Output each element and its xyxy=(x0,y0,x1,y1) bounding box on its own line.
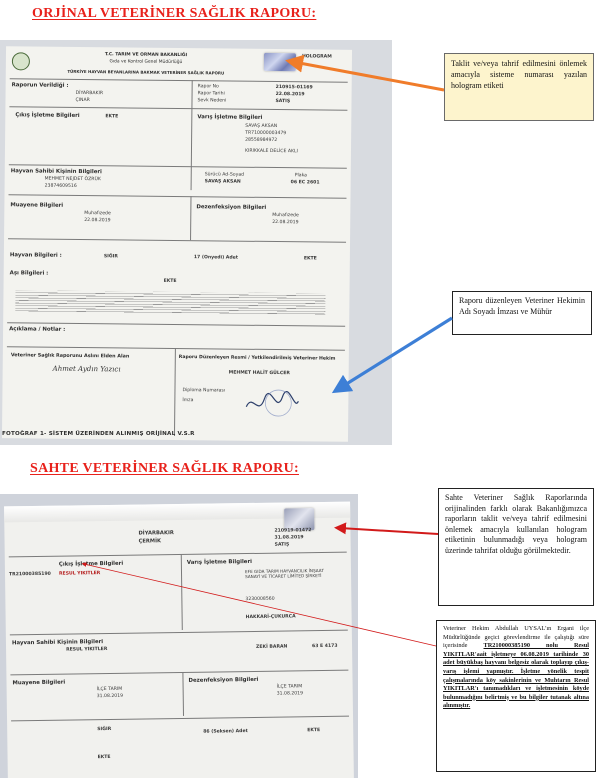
ministry-name: T.C. TARIM VE ORMAN BAKANLIĞI xyxy=(104,52,188,59)
investigation-note-part1: Veteriner Hekim Abdullah UYSAL'ın Ergani ilçe Müdürlüğünde geçici görevlendirme ile çalıştığı süre içerisinde xyxy=(443,625,589,650)
arrival-tax: 28558984972 xyxy=(245,137,278,144)
arrival-label: Varış İşletme Bilgileri xyxy=(197,114,263,121)
fake-arrival-label: Varış İşletme Bilgileri xyxy=(186,558,252,566)
signature-label: İmza xyxy=(182,398,194,404)
fake-owner-name: RESUL YIKITLER xyxy=(66,647,108,653)
fake-species: SIĞIR xyxy=(97,726,112,733)
fake-hologram-note-text: Sahte Veteriner Sağlık Raporlarında orijinalinden farklı olarak Bakanlığımızca raporların taklit ve/veya tahrif edilmesini önlemek amacıyla kullanılan hologram etiketinin bulunmadığı veya hologram üzerinde tahrifat olduğu görülmektedir. xyxy=(445,493,587,555)
fake-vaccine: EKTE xyxy=(97,754,111,761)
arrival-no: TR710000003479 xyxy=(245,130,287,137)
fake-district: ÇERMİK xyxy=(138,538,162,545)
vet-signature-arrow xyxy=(340,318,452,388)
vet-signature-note-text: Raporu düzenleyen Veteriner Hekimin Adı Soyadı İmzası ve Mühür xyxy=(459,296,585,316)
driver-name: SAVAŞ AKSAN xyxy=(204,179,241,185)
owner-label: Hayvan Sahibi Kişinin Bilgileri xyxy=(10,168,102,176)
form-title: TÜRKİYE HAYVAN BEYANLARINA BAKMAK VETERİNER SAĞLIK RAPORU xyxy=(67,68,225,76)
fake-section-title: SAHTE VETERİNER SAĞLIK RAPORU: xyxy=(30,461,299,476)
inspection-label: Muayene Bilgileri xyxy=(10,202,64,209)
arrival-name: SAVAŞ AKSAN xyxy=(245,123,278,130)
fake-exit-no: TR21000385190 xyxy=(8,571,51,578)
vaccine-label: Aşı Bilgileri : xyxy=(9,270,49,277)
fake-plate: 63 E 4173 xyxy=(312,643,338,650)
fake-province: DİYARBAKIR xyxy=(138,530,174,537)
disinfection-date: 22.08.2019 xyxy=(272,219,299,226)
issuing-vet-label: Raporu Düzenleyen Resmi / Yetkilendirilmiş Veteriner Hekim xyxy=(178,355,336,362)
owner-name: MEHMET NEJDET ÖZRÜK xyxy=(44,176,101,183)
hologram-label: HOLOGRAM xyxy=(301,54,332,60)
province-value: DİYARBAKIR xyxy=(75,90,104,97)
investigation-arrow xyxy=(84,564,436,646)
plate-value: 06 EC 2601 xyxy=(290,180,320,186)
animal-label: Hayvan Bilgileri : xyxy=(9,252,62,259)
disinfection-place: Muhafızede xyxy=(272,212,299,219)
fake-exit-name: RESUL YIKITLER xyxy=(58,571,101,577)
plate-label: Plaka xyxy=(294,173,308,179)
sale-label: Sevk Nedeni xyxy=(197,98,227,104)
disinfection-label: Dezenfeksiyon Bilgileri xyxy=(196,204,267,211)
fake-disinfection-date: 31.08.2019 xyxy=(276,691,304,697)
fake-owner-label: Hayvan Sahibi Kişinin Bilgileri xyxy=(11,639,104,647)
report-no-value: 210915-01169 xyxy=(275,85,313,91)
notes-label: Açıklama / Notlar : xyxy=(9,326,66,333)
report-date-value: 22.08.2019 xyxy=(275,92,305,98)
investigation-note-part2: TR210000385190 nolu Resul YIKITLAR'aait işletmeye 06.08.2019 tarihinde 30 adet büyükbaş hayvanı belgesiz olarak toplayıp çıkış-varış işlemi yapmıştır. İşletme yönelik tespit çalışmalarında köy sakinlerinin ve Muhtarın Resul YIKITLAR'ı tanımadıkları ve işletmesinin köyde bulunmadığını belirtmiş ve bu bilgiler tutanak altına alınmıştır. xyxy=(443,642,589,710)
fake-inspection-place: İLÇE TARIM xyxy=(96,686,123,693)
species-value: SIĞIR xyxy=(103,254,118,260)
photo-caption: FOTOĞRAF 1- SİSTEM ÜZERİNDEN ALINMIŞ ORİJİNAL V.S.R xyxy=(2,431,195,437)
receiving-vet-signature: Ahmet Aydın Yazıcı xyxy=(52,364,121,374)
report-date-label: Rapor Tarihi xyxy=(197,91,225,97)
issuing-vet-name: MEHMET HALİT GÜLCER xyxy=(228,370,290,377)
hologram-arrow xyxy=(294,62,444,90)
directorate-name: Gıda ve Kontrol Genel Müdürlüğü xyxy=(109,59,183,66)
fake-arrival-name: EFE GIDA TARIM HAYVANCILIK İNŞAAT SANAYİ VE TİCARET LİMİTED ŞİRKETİ xyxy=(244,567,324,580)
diploma-label: Diploma Numarası xyxy=(182,388,226,394)
exit-value: EKTE xyxy=(105,114,119,120)
vaccine-value: EKTE xyxy=(163,278,177,284)
district-value: ÇINAR xyxy=(75,97,90,104)
hologram-note-text: Taklit ve/veya tahrif edilmesini önlemek amacıyla sisteme numarası yazılan hologram etiketi xyxy=(451,59,587,90)
fake-report-no: 210919-01472 xyxy=(274,528,312,534)
ear-tags-value: EKTE xyxy=(303,256,317,262)
exit-label: Çıkış İşletme Bilgileri xyxy=(15,112,80,119)
report-no-label: Rapor No xyxy=(197,84,219,90)
fake-ear-tags: EKTE xyxy=(307,728,321,734)
fake-inspection-label: Muayene Bilgileri xyxy=(12,679,66,687)
fake-count: 86 (Seksen) Adet xyxy=(203,729,248,735)
fake-hologram-arrow xyxy=(340,528,438,534)
fake-report-date: 31.08.2019 xyxy=(274,535,304,541)
issuing-label: Raporun Verildiği : xyxy=(11,82,69,89)
fake-disinfection-place: İLÇE TARIM xyxy=(276,684,303,690)
inspection-place: Muhafızede xyxy=(84,211,111,217)
fake-exit-label: Çıkış İşletme Bilgileri xyxy=(58,560,124,568)
arrival-address: KIRIKKALE DELİCE AKLI xyxy=(244,148,298,155)
original-section-title: ORJİNAL VETERİNER SAĞLIK RAPORU: xyxy=(32,6,317,21)
owner-id: 23874609516 xyxy=(44,183,77,189)
fake-arrival-tax: 3230008560 xyxy=(245,596,275,603)
fake-disinfection-label: Dezenfeksiyon Bilgileri xyxy=(188,676,259,684)
sale-value: SATIŞ xyxy=(275,99,291,105)
fake-arrival-city: HAKKARİ-ÇUKURCA xyxy=(245,614,296,621)
inspection-date: 22.08.2019 xyxy=(84,218,111,224)
fake-driver-name: ZEKİ BARAN xyxy=(256,644,288,650)
fake-sale: SATIŞ xyxy=(274,542,290,548)
driver-label: Sürücü Ad-Soyad xyxy=(204,172,245,178)
receiving-vet-label: Veteriner Sağlık Raporunu Aslını Elden Alan xyxy=(10,353,130,360)
count-value: 17 (Onyedi) Adet xyxy=(193,255,238,261)
fake-inspection-date: 31.08.2019 xyxy=(96,693,124,700)
